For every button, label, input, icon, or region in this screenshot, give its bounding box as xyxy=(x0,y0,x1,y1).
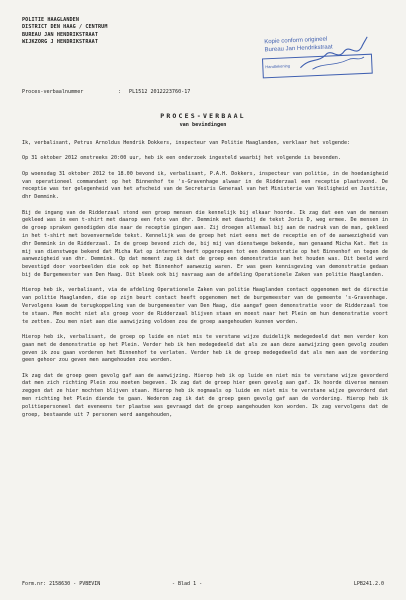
footer-form-number: Form.nr: 2158630 - PVBEVIN xyxy=(22,581,101,587)
stamp-line-2: Bureau Jan Hendrikstraat xyxy=(264,44,333,54)
letterhead-line: WIJKZORG J HENDRIKSTRAAT xyxy=(22,38,99,45)
document-subtitle: van bevindingen xyxy=(179,122,227,128)
case-number-value: PL1512 2012223760-17 xyxy=(129,89,191,95)
body-paragraph: Hierop heb ik, verbalisant, via de afdeling Operationele Zaken van politie Haaglanden contact opgenomen met de directie van politie Haaglanden, die op zijn beurt contact heeft opgenomen met de burgemeester van de gemeente 's-Gravenhage. Vervolgens kwam de terugkoppeling van de burgemeester van Den Haag, die aangaf geen demonstratie voor de Ridderzaal toe te staan. Men mocht niet als groep voor de Ridderzaal blijven staan en moest naar het Plein om hun demonstratie voort te zetten. Zou men niet aan die aanwijzing voldoen zou de groep aangehouden kunnen worden. xyxy=(22,287,388,325)
footer-page-number: - Blad 1 - xyxy=(172,581,203,587)
document-body xyxy=(22,140,388,427)
body-paragraph: Ik zag dat de groep geen gevolg gaf aan de aanwijzing. Hierop heb ik op luide en niet mis te verstane wijze gevorderd dat men zich richting Plein zou moeten begeven. Ik zag dat de groep hier geen gevolg aan gaf. Ik hoorde diverse mensen zeggen dat ze hier mochten blijven staan. Hierop heb ik nogmaals op luide en niet mis te verstane wijze gevorderd dat men richting het Plein diende te gaan. Wederom zag ik dat de groep geen gevolg gaf aan de vordering. Hierop heb ik politiepersoneel dat eveneens ter plaatse was gevraagd dat de groep aangehouden kon worden. Ik zag vervolgens dat de groep, bestaande uit 7 personen werd aangehouden, xyxy=(22,372,388,418)
letterhead-line: POLITIE HAAGLANDEN xyxy=(22,17,80,23)
footer-version: LPB241.2.0 xyxy=(353,581,384,587)
letterhead-line: BUREAU JAN HENDRIKSTRAAT xyxy=(22,31,99,38)
case-number-separator: : xyxy=(118,89,122,95)
body-paragraph: Op 31 oktober 2012 omstreeks 20:00 uur, heb ik een onderzoek ingesteld waarbij het volgende is bevonden. xyxy=(22,155,341,162)
stamp-line-1: Kopie conform origineel xyxy=(264,36,328,46)
letterhead xyxy=(22,17,108,46)
body-paragraph: Ik, verbalisant, Petrus Arnoldus Hendrik Dokkers, inspecteur van Politie Haaglanden, verklaar het volgende: xyxy=(22,140,351,146)
body-paragraph: Op woensdag 31 oktober 2012 te 18.00 bevond ik, verbalisant, P.A.H. Dokkers, inspecteur van politie, in de hoedanigheid van operationeel commandant op het Binnenhof te 's-Gravenhage alwaar in de Ridderzaal een receptie plaatsvond. De receptie was ter gelegenheid van het afscheid van de Secretaris Generaal van het Ministerie van Veiligheid en Justitie, dhr Demmink. xyxy=(22,170,388,201)
body-paragraph: Bij de ingang van de Ridderzaal stond een groep mensen die kennelijk bij elkaar hoorde. Ik zag dat een van de mensen gekleed was in een t-shirt met daarop een foto van dhr. Demmink met daarbij de tekst Joris D, weg ermee. De mensen in de groep spraken genodigden die naar de receptie gingen aan. Zij droegen allemaal bij aan de nadruk van de man, gekleed in het t-shirt met bovenvermelde tekst. Kennelijk was de groep het niet eens met de receptie en of de aanwezigheid van dhr Demmink in de Ridderzaal. In de groep bevond zich de, bij mij van dienstwege bekende, man genaamd Micha Kat. Het is mij van dienstwege bekend dat Micha Kat op internet heeft opgeroepen tot een demonstratie op het Binnenhof en tegen de aanwezigheid van dhr. Demmink. Op dat moment zag ik dat de groep een demonstratie aan het houden was. Dit beeld werd bevestigd door voorbeelden die ook op het Binnenhof aanwezig waren. Er was geen kennisgeving van demonstratie gedaan bij de Burgemeester van Den Haag. Dit bleek ook bij navraag aan de afdeling Operationele Zaken van politie Haaglanden. xyxy=(22,209,388,278)
document-title: PROCES-VERBAAL xyxy=(160,112,246,120)
body-paragraph: Hierop heb ik, verbalisant, de groep op luide en niet mis te verstane wijze duidelijk medegedeeld dat men verder kon gaan met de demonstratie op het Plein. Verder heb ik hen medegedeeld dat als ze aan deze aanwijzing geen gevolg zouden geven ik zou gaan vorderen het Binnenhof te verlaten. Verder heb ik de groep medegedeeld dat als men aan de vordering geen gehoor zou geven men aangehouden zou worden. xyxy=(22,333,388,364)
case-number-label: Proces-verbaalnummer xyxy=(22,89,84,95)
signature-label: Handtekening xyxy=(265,63,291,70)
letterhead-line: DISTRICT DEN HAAG / CENTRUM xyxy=(22,24,108,31)
signature-scribble-icon xyxy=(297,31,371,76)
copy-stamp xyxy=(261,34,375,82)
